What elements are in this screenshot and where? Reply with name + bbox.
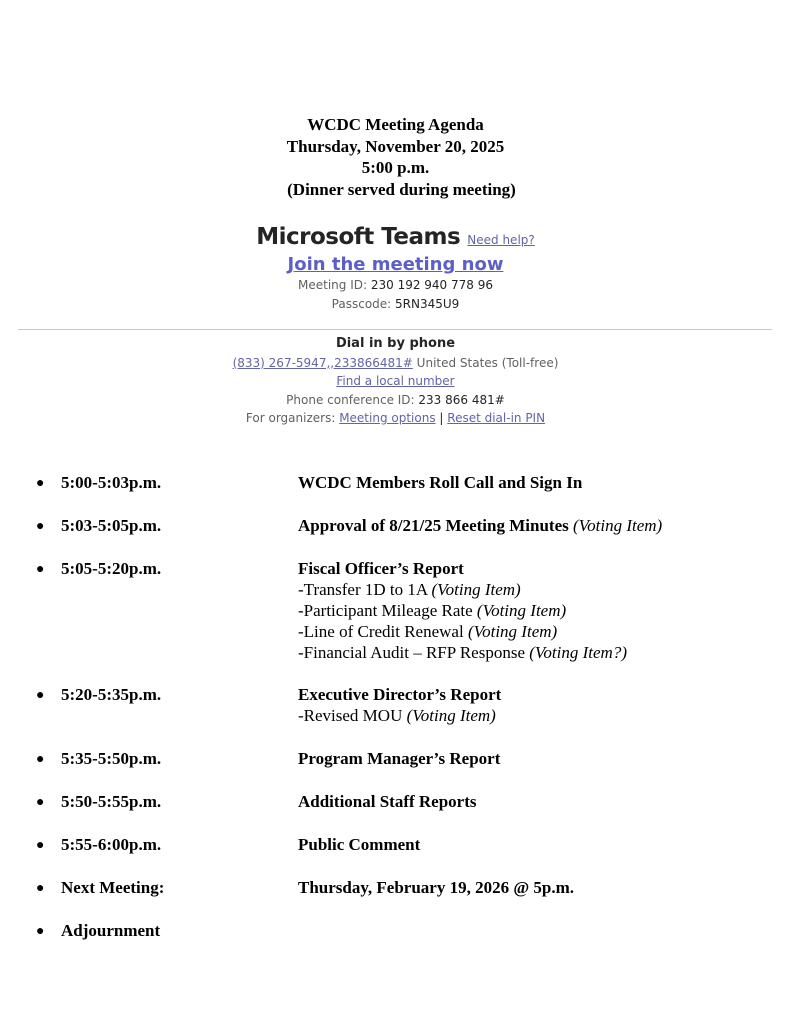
phone-region: United States (Toll-free) bbox=[412, 355, 559, 370]
teams-block bbox=[0, 224, 791, 314]
dinner-note: (Dinner served during meeting) bbox=[287, 179, 516, 199]
bullet-icon: ● bbox=[36, 838, 45, 853]
agenda-time: 5:05-5:20p.m. bbox=[61, 559, 162, 578]
voting-note: (Voting Item) bbox=[406, 706, 496, 725]
dial-in-title: Dial in by phone bbox=[335, 336, 456, 351]
agenda-topic: Additional Staff Reports bbox=[298, 792, 477, 811]
sub-item-text: -Transfer 1D to 1A bbox=[298, 580, 432, 599]
bullet-icon: ● bbox=[36, 881, 45, 896]
bullet-icon: ● bbox=[36, 752, 45, 767]
sub-item bbox=[298, 642, 627, 663]
join-meeting-link[interactable]: Join the meeting now bbox=[287, 254, 504, 275]
agenda-topic: WCDC Members Roll Call and Sign In bbox=[298, 473, 583, 492]
voting-note: (Voting Item) bbox=[467, 622, 558, 641]
passcode-value: 5RN345U9 bbox=[395, 297, 460, 311]
meeting-id-label: Meeting ID: bbox=[298, 278, 371, 292]
conference-id-label: Phone conference ID: bbox=[286, 392, 419, 407]
bullet-icon: ● bbox=[36, 688, 45, 703]
agenda-topic: Thursday, February 19, 2026 @ 5p.m. bbox=[298, 878, 575, 897]
organizers-label: For organizers: bbox=[245, 411, 340, 425]
sub-item bbox=[298, 579, 627, 600]
voting-note: (Voting Item) bbox=[431, 580, 521, 599]
agenda-topic: Program Manager’s Report bbox=[298, 749, 501, 768]
meeting-id-value: 230 192 940 778 96 bbox=[370, 278, 493, 292]
agenda-topic: Public Comment bbox=[298, 835, 421, 854]
bullet-icon: ● bbox=[36, 795, 45, 810]
agenda-time: 5:35-5:50p.m. bbox=[61, 749, 162, 768]
agenda-time: 5:55-6:00p.m. bbox=[61, 835, 162, 854]
passcode-label: Passcode: bbox=[331, 297, 396, 311]
sub-item bbox=[298, 621, 627, 642]
agenda-time: 5:50-5:55p.m. bbox=[61, 792, 162, 811]
agenda-topic: Approval of 8/21/25 Meeting Minutes bbox=[298, 516, 569, 535]
agenda-time: 5:03-5:05p.m. bbox=[61, 516, 162, 535]
voting-note: (Voting Item) bbox=[572, 516, 663, 535]
voting-note: (Voting Item?) bbox=[529, 643, 627, 662]
meeting-time: 5:00 p.m. bbox=[361, 158, 430, 177]
sub-item bbox=[298, 705, 501, 726]
agenda-time: Adjournment bbox=[61, 921, 161, 940]
reset-pin-link[interactable]: Reset dial-in PIN bbox=[447, 411, 546, 425]
meeting-date: Thursday, November 20, 2025 bbox=[286, 136, 505, 156]
sub-item-text: -Revised MOU bbox=[298, 706, 407, 725]
voting-note: (Voting Item) bbox=[476, 601, 567, 620]
find-local-number-link[interactable]: Find a local number bbox=[336, 374, 455, 388]
conference-id-value: 233 866 481# bbox=[418, 392, 505, 407]
agenda-time: 5:00-5:03p.m. bbox=[61, 473, 162, 492]
agenda-header bbox=[0, 114, 791, 200]
bullet-icon: ● bbox=[36, 924, 45, 939]
agenda-time: 5:20-5:35p.m. bbox=[61, 685, 162, 704]
link-separator: | bbox=[435, 411, 448, 425]
teams-title: Microsoft Teams bbox=[256, 224, 461, 250]
meeting-options-link[interactable]: Meeting options bbox=[339, 411, 436, 425]
agenda-topic: Executive Director’s Report bbox=[298, 685, 502, 704]
bullet-icon: ● bbox=[36, 562, 45, 577]
sub-item bbox=[298, 600, 627, 621]
sub-item-text: -Line of Credit Renewal bbox=[298, 622, 468, 641]
divider bbox=[18, 329, 772, 330]
bullet-icon: ● bbox=[36, 476, 45, 491]
dial-in-block bbox=[0, 335, 791, 428]
bullet-icon: ● bbox=[36, 519, 45, 534]
agenda-title: WCDC Meeting Agenda bbox=[307, 115, 484, 134]
phone-number-link[interactable]: (833) 267-5947,,233866481# bbox=[232, 355, 413, 370]
agenda-time: Next Meeting: bbox=[61, 878, 165, 897]
agenda-topic: Fiscal Officer’s Report bbox=[298, 559, 464, 578]
sub-item-text: -Participant Mileage Rate bbox=[298, 601, 477, 620]
need-help-link[interactable]: Need help? bbox=[467, 233, 535, 247]
sub-item-text: -Financial Audit – RFP Response bbox=[298, 643, 530, 662]
